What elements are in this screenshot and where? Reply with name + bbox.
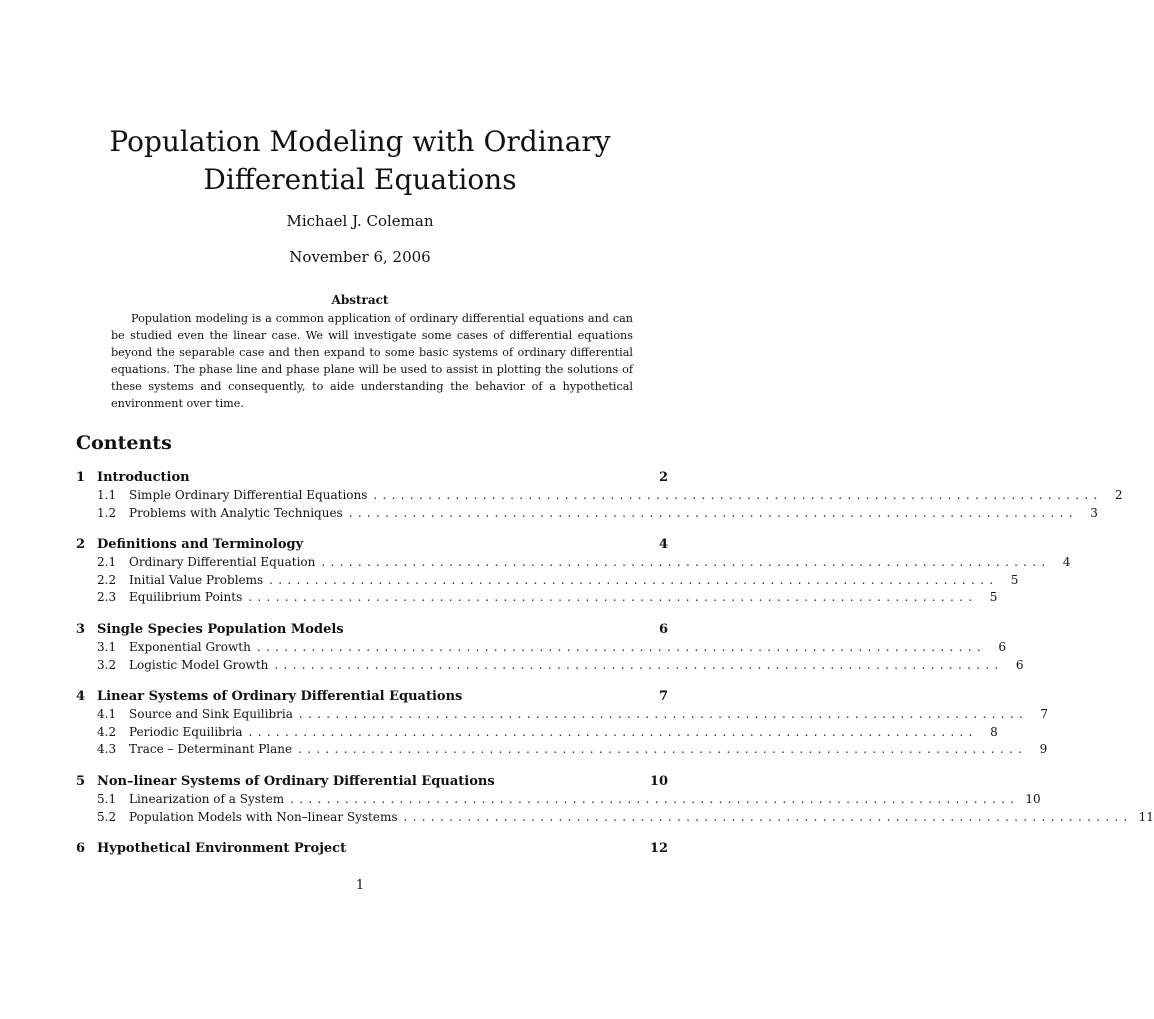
toc-subsection-entry[interactable] xyxy=(76,639,1006,658)
contents-heading: Contents xyxy=(76,432,172,454)
toc-subsection-title: Linearization of a System xyxy=(129,791,285,806)
toc-dot-leader: ................................................................................ xyxy=(348,505,1078,520)
toc-subsection-entry[interactable] xyxy=(76,572,1019,591)
toc-section-page: 7 xyxy=(658,689,668,705)
toc-subsection-page: 8 xyxy=(990,724,998,739)
toc-dot-leader: ................................................................................ xyxy=(321,555,1051,570)
toc-subsection-page: 3 xyxy=(1090,505,1098,520)
toc-section-number: 4 xyxy=(76,689,86,705)
toc-dot-leader: ................................................................................ xyxy=(256,639,986,654)
toc-subsection-title: Periodic Equilibria xyxy=(129,724,243,739)
toc-subsection-page: 11 xyxy=(1138,809,1154,824)
toc-section-number: 3 xyxy=(76,621,86,637)
toc-subsection-entry[interactable] xyxy=(76,724,998,743)
paper-title-line-1: Population Modeling with Ordinary xyxy=(109,125,611,158)
toc-section-number: 2 xyxy=(76,537,86,553)
table-of-contents xyxy=(76,470,1154,873)
toc-subsection-number: 4.2 xyxy=(97,724,117,739)
toc-subsection-page: 10 xyxy=(1025,791,1041,806)
toc-dot-leader: ................................................................................ xyxy=(269,572,999,587)
toc-subsection-page: 2 xyxy=(1114,488,1123,502)
toc-subsection-title: Source and Sink Equilibria xyxy=(129,707,293,722)
toc-subsection-entry[interactable] xyxy=(76,707,1049,725)
toc-subsection-page: 6 xyxy=(1015,657,1024,672)
toc-section-title: Definitions and Terminology xyxy=(97,537,304,553)
toc-dot-leader: ................................................................................ xyxy=(373,488,1103,502)
toc-subsection-title: Exponential Growth xyxy=(129,639,251,654)
toc-section-title: Linear Systems of Ordinary Differential Equations xyxy=(97,689,463,705)
toc-subsection-entry[interactable] xyxy=(76,590,998,608)
toc-subsection-title: Equilibrium Points xyxy=(129,590,243,605)
toc-dot-leader: ................................................................................ xyxy=(298,707,1029,722)
toc-section-entry[interactable] xyxy=(76,537,668,555)
page-number: 1 xyxy=(355,878,365,893)
paper-title-line-2: Differential Equations xyxy=(203,163,517,196)
toc-section-page: 10 xyxy=(649,773,668,789)
toc-subsection-page: 9 xyxy=(1039,742,1048,757)
toc-section-number: 1 xyxy=(76,470,86,485)
abstract-heading: Abstract xyxy=(331,293,389,307)
toc-subsection-title: Trace – Determinant Plane xyxy=(129,742,293,757)
toc-subsection-page: 5 xyxy=(1010,572,1019,587)
toc-subsection-title: Simple Ordinary Differential Equations xyxy=(129,488,368,502)
toc-subsection-title: Ordinary Differential Equation xyxy=(129,555,316,570)
toc-section xyxy=(76,621,1024,675)
toc-section-entry[interactable] xyxy=(76,841,668,859)
toc-section xyxy=(76,773,1154,827)
toc-section-page: 6 xyxy=(658,621,668,637)
toc-subsection-number: 2.3 xyxy=(97,590,117,605)
toc-subsection-title: Initial Value Problems xyxy=(129,572,264,587)
toc-dot-leader: ................................................................................ xyxy=(298,742,1028,757)
toc-subsection-title: Problems with Analytic Techniques xyxy=(129,505,343,520)
toc-subsection-entry[interactable] xyxy=(76,809,1154,828)
toc-subsection-entry[interactable] xyxy=(76,742,1048,760)
toc-dot-leader: ................................................................................ xyxy=(248,724,978,739)
toc-subsection-number: 2.2 xyxy=(97,572,117,587)
toc-dot-leader: ................................................................................ xyxy=(290,791,1020,806)
toc-section-entry[interactable] xyxy=(76,689,668,707)
toc-section-number: 5 xyxy=(76,773,86,789)
toc-section xyxy=(76,537,1071,608)
toc-subsection-number: 5.2 xyxy=(97,809,117,824)
toc-section-page: 2 xyxy=(658,470,668,485)
toc-section-title: Introduction xyxy=(97,470,190,485)
toc-section-title: Single Species Population Models xyxy=(97,621,344,637)
toc-subsection-number: 5.1 xyxy=(97,791,117,806)
toc-dot-leader: ................................................................................ xyxy=(403,809,1133,824)
toc-section-entry[interactable] xyxy=(76,470,668,488)
toc-subsection-number: 3.1 xyxy=(97,639,117,654)
toc-subsection-number: 2.1 xyxy=(97,555,117,570)
toc-section-title: Non–linear Systems of Ordinary Differential Equations xyxy=(97,773,495,789)
toc-section-page: 4 xyxy=(658,537,668,553)
toc-subsection-title: Logistic Model Growth xyxy=(129,657,269,672)
toc-section-number: 6 xyxy=(76,841,86,857)
toc-section-entry[interactable] xyxy=(76,774,668,792)
toc-section-entry[interactable] xyxy=(76,622,668,640)
toc-section xyxy=(76,841,668,859)
toc-section xyxy=(76,470,1123,523)
toc-subsection-number: 1.1 xyxy=(97,488,117,502)
toc-subsection-page: 4 xyxy=(1062,555,1071,570)
toc-subsection-number: 1.2 xyxy=(97,505,117,520)
publication-date: November 6, 2006 xyxy=(289,248,431,266)
toc-section-page: 12 xyxy=(649,841,668,857)
toc-subsection-number: 4.1 xyxy=(97,707,117,722)
toc-subsection-page: 5 xyxy=(989,590,998,605)
toc-subsection-page: 6 xyxy=(998,639,1006,654)
toc-section xyxy=(76,689,1049,760)
author-name: Michael J. Coleman xyxy=(286,212,434,230)
toc-dot-leader: ................................................................................ xyxy=(248,590,978,605)
paper-title xyxy=(0,123,720,199)
toc-subsection-entry[interactable] xyxy=(76,657,1024,676)
toc-dot-leader: ................................................................................ xyxy=(274,657,1004,672)
toc-subsection-number: 4.3 xyxy=(97,742,117,757)
toc-subsection-title: Population Models with Non–linear Systems xyxy=(129,809,398,824)
toc-subsection-entry[interactable] xyxy=(76,488,1123,506)
toc-section-title: Hypothetical Environment Project xyxy=(97,841,347,857)
toc-subsection-entry[interactable] xyxy=(76,555,1071,573)
toc-subsection-entry[interactable] xyxy=(76,791,1041,810)
toc-subsection-number: 3.2 xyxy=(97,657,117,672)
toc-subsection-page: 7 xyxy=(1040,707,1049,722)
abstract-text: Population modeling is a common application of ordinary differential equations and can be studied even the linear case. We will investigate some cases of differential equations beyond the separable case and then expand to some basic systems of ordinary differential equations. The phase line and phase plane will be used to assist in plotting the solutions of these systems and consequently, to aide understanding the behavior of a hypothetical environment over time. xyxy=(111,312,633,410)
toc-subsection-entry[interactable] xyxy=(76,505,1098,524)
